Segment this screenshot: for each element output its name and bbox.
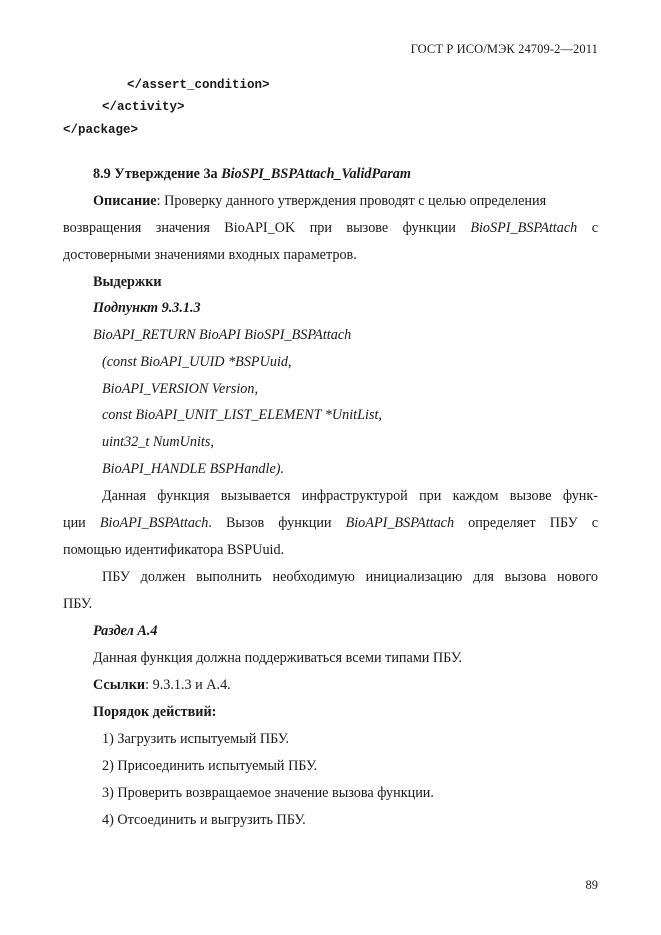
- signature-line-6: BioAPI_HANDLE BSPHandle).: [102, 461, 285, 477]
- excerpt-para2-line-2: ПБУ.: [63, 596, 93, 612]
- excerpts-label: Выдержки: [93, 274, 162, 290]
- description-line-3: достоверными значениями входных параметров.: [63, 247, 357, 263]
- excerpt-para1-line-3: помощью идентификатора BSPUuid.: [63, 542, 285, 558]
- section-reference-heading: Раздел А.4: [93, 623, 158, 639]
- references-value: : 9.3.1.3 и А.4.: [145, 677, 231, 693]
- code-line-assert-condition: </assert_condition>: [127, 78, 270, 92]
- para1-text-a: ции: [63, 515, 86, 531]
- para1-function-2: BioAPI_BSPAttach: [345, 515, 455, 531]
- procedure-step-4: 4) Отсоединить и выгрузить ПБУ.: [102, 812, 306, 828]
- signature-line-4: const BioAPI_UNIT_LIST_ELEMENT *UnitList,: [102, 407, 382, 423]
- signature-line-5: uint32_t NumUnits,: [102, 434, 214, 450]
- excerpt-para3: Данная функция должна поддерживаться всеми типами ПБУ.: [93, 650, 463, 666]
- page-header-standard: ГОСТ Р ИСО/МЭК 24709-2—2011: [410, 42, 598, 56]
- section-heading: [93, 166, 411, 183]
- procedure-step-3: 3) Проверить возвращаемое значение вызова функции.: [102, 785, 434, 801]
- excerpt-para2-line-1: ПБУ должен выполнить необходимую инициализацию для вызова нового: [102, 569, 598, 585]
- section-number: 8.9: [93, 166, 111, 182]
- description-text: : Проверку данного утверждения проводят с целью определения: [156, 193, 547, 209]
- page-number: 89: [585, 878, 598, 892]
- para1-text-c: определяет ПБУ с: [468, 515, 598, 531]
- signature-line-3: BioAPI_VERSION Version,: [102, 381, 259, 397]
- subclause-heading: Подпункт 9.3.1.3: [93, 300, 201, 316]
- section-title: Утверждение 3а: [114, 166, 218, 182]
- excerpt-para1-line-2: [63, 515, 598, 532]
- code-line-package: </package>: [63, 123, 139, 137]
- description-text-start: возвращения значения BioAPI_OK при вызове функции: [63, 220, 456, 236]
- procedure-step-2: 2) Присоединить испытуемый ПБУ.: [102, 758, 318, 774]
- excerpt-para1-line-1: Данная функция вызывается инфраструктурой при каждом вызове функ-: [102, 488, 598, 504]
- references-line: [93, 677, 231, 694]
- signature-line-1: BioAPI_RETURN BioAPI BioSPI_BSPAttach: [93, 327, 352, 343]
- description-line-1: [93, 193, 546, 210]
- procedure-step-1: 1) Загрузить испытуемый ПБУ.: [102, 731, 290, 747]
- code-line-activity: </activity>: [102, 100, 185, 114]
- para1-function-1: BioAPI_BSPAttach: [99, 515, 209, 531]
- references-label: Ссылки: [93, 677, 146, 693]
- procedure-label: Порядок действий:: [93, 704, 217, 720]
- description-line-2: [63, 220, 598, 237]
- description-label: Описание: [93, 193, 157, 209]
- description-function: BioSPI_BSPAttach: [470, 220, 578, 236]
- section-title-function: BioSPI_BSPAttach_ValidParam: [221, 166, 411, 182]
- para1-text-b: . Вызов функции: [208, 515, 332, 531]
- description-text-end: с: [591, 220, 599, 236]
- signature-line-2: (const BioAPI_UUID *BSPUuid,: [102, 354, 292, 370]
